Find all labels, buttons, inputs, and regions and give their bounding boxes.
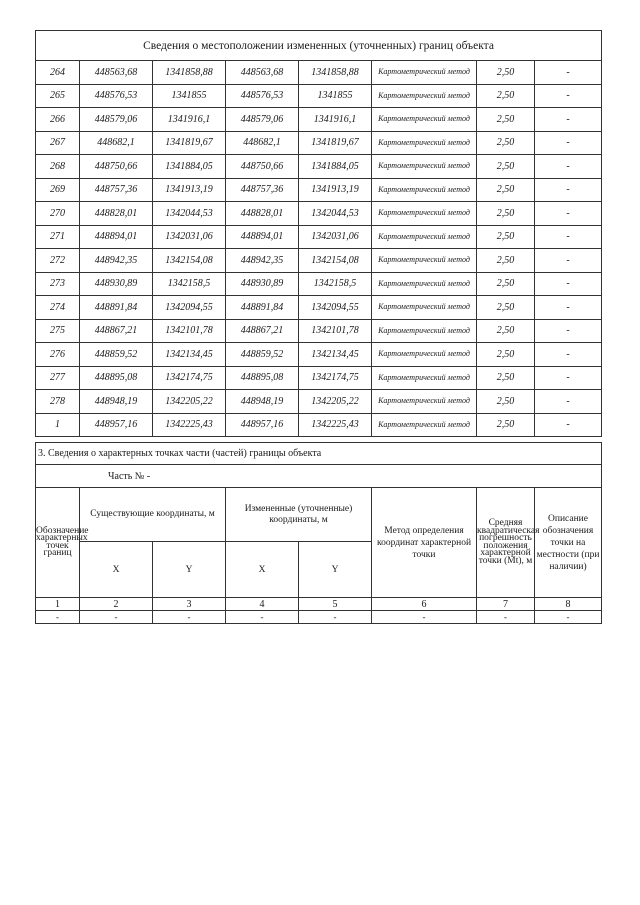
existing-y-cell: 1341858,88 [153,61,226,85]
description-cell: - [535,319,602,343]
header-changed-y: Y [299,542,372,598]
changed-y-cell: 1342158,5 [299,272,372,296]
method-cell: Картометрический метод [372,108,477,132]
point-number-cell: 267 [36,131,80,155]
existing-y-cell: 1341819,67 [153,131,226,155]
method-cell: Картометрический метод [372,249,477,273]
changed-y-cell: 1342225,43 [299,413,372,437]
point-number-cell: 275 [36,319,80,343]
point-number-cell: 271 [36,225,80,249]
description-cell: - [535,366,602,390]
changed-x-cell: 448828,01 [226,202,299,226]
header-existing-y: Y [153,542,226,598]
changed-x-cell: 448948,19 [226,390,299,414]
accuracy-cell: 2,50 [477,272,535,296]
method-cell: Картометрический метод [372,319,477,343]
accuracy-cell: 2,50 [477,202,535,226]
description-cell: - [535,390,602,414]
table-row [36,61,602,85]
existing-y-cell: 1341913,19 [153,178,226,202]
changed-y-cell: 1341884,05 [299,155,372,179]
boundary-coordinates-table [35,30,602,437]
existing-x-cell: 448576,53 [80,84,153,108]
column-number: 4 [226,598,299,611]
changed-y-cell: 1341916,1 [299,108,372,132]
header-description: Описание обозначения точки на местности (при наличии) [535,488,602,598]
existing-y-cell: 1341916,1 [153,108,226,132]
changed-y-cell: 1341855 [299,84,372,108]
column-number: 5 [299,598,372,611]
method-cell: Картометрический метод [372,131,477,155]
table-row [36,366,602,390]
method-cell: Картометрический метод [372,225,477,249]
point-number-cell: 278 [36,390,80,414]
accuracy-cell: 2,50 [477,155,535,179]
accuracy-cell: 2,50 [477,61,535,85]
existing-x-cell: 448948,19 [80,390,153,414]
method-cell: Картометрический метод [372,272,477,296]
table-row [36,296,602,320]
characteristic-points-table [35,442,602,624]
part-label: Часть № - [36,465,602,488]
existing-x-cell: 448757,36 [80,178,153,202]
description-cell: - [535,225,602,249]
changed-x-cell: 448867,21 [226,319,299,343]
column-number: 7 [477,598,535,611]
changed-y-cell: 1341913,19 [299,178,372,202]
description-cell: - [535,178,602,202]
accuracy-cell: 2,50 [477,390,535,414]
changed-y-cell: 1342101,78 [299,319,372,343]
description-cell: - [535,61,602,85]
method-cell: Картометрический метод [372,343,477,367]
accuracy-cell: 2,50 [477,84,535,108]
existing-x-cell: 448891,84 [80,296,153,320]
point-number-cell: 276 [36,343,80,367]
existing-y-cell: 1342205,22 [153,390,226,414]
existing-x-cell: 448579,06 [80,108,153,132]
existing-y-cell: 1341884,05 [153,155,226,179]
changed-y-cell: 1342044,53 [299,202,372,226]
method-cell: Картометрический метод [372,178,477,202]
column-number: 8 [535,598,602,611]
changed-y-cell: 1342134,45 [299,343,372,367]
method-cell: Картометрический метод [372,61,477,85]
changed-x-cell: 448579,06 [226,108,299,132]
changed-x-cell: 448750,66 [226,155,299,179]
method-cell: Картометрический метод [372,366,477,390]
point-number-cell: 274 [36,296,80,320]
existing-x-cell: 448750,66 [80,155,153,179]
existing-x-cell: 448894,01 [80,225,153,249]
accuracy-cell: 2,50 [477,131,535,155]
method-cell: Картометрический метод [372,390,477,414]
changed-y-cell: 1342154,08 [299,249,372,273]
changed-x-cell: 448576,53 [226,84,299,108]
existing-y-cell: 1342094,55 [153,296,226,320]
changed-y-cell: 1342174,75 [299,366,372,390]
method-cell: Картометрический метод [372,84,477,108]
existing-y-cell: 1342101,78 [153,319,226,343]
table-row [36,225,602,249]
existing-x-cell: 448895,08 [80,366,153,390]
existing-y-cell: 1342174,75 [153,366,226,390]
description-cell: - [535,84,602,108]
description-cell: - [535,413,602,437]
column-number-row [36,598,602,611]
table-row [36,343,602,367]
header-point-designation: Обозначение характерных точек границ [36,488,80,598]
table-title: Сведения о местоположении измененных (уточненных) границ объекта [36,31,602,61]
section-title: 3. Сведения о характерных точках части (частей) границы объекта [36,443,602,465]
header-existing-coords: Существующие координаты, м [80,488,226,542]
existing-x-cell: 448867,21 [80,319,153,343]
table-row [36,178,602,202]
empty-cell: - [80,611,153,624]
table-row [36,319,602,343]
empty-cell: - [372,611,477,624]
point-number-cell: 277 [36,366,80,390]
table-row [36,108,602,132]
existing-x-cell: 448930,89 [80,272,153,296]
existing-y-cell: 1342154,08 [153,249,226,273]
changed-x-cell: 448942,35 [226,249,299,273]
empty-data-row [36,611,602,624]
description-cell: - [535,272,602,296]
existing-x-cell: 448828,01 [80,202,153,226]
column-number: 3 [153,598,226,611]
existing-y-cell: 1342031,06 [153,225,226,249]
description-cell: - [535,155,602,179]
changed-x-cell: 448891,84 [226,296,299,320]
table-row [36,249,602,273]
column-number: 2 [80,598,153,611]
description-cell: - [535,249,602,273]
existing-y-cell: 1342134,45 [153,343,226,367]
accuracy-cell: 2,50 [477,296,535,320]
existing-x-cell: 448563,68 [80,61,153,85]
existing-y-cell: 1341855 [153,84,226,108]
header-existing-x: X [80,542,153,598]
table-row [36,155,602,179]
point-number-cell: 264 [36,61,80,85]
header-accuracy: Средняя квадратическая погрешность положения характерной точки (Mt), м [477,488,535,598]
point-number-cell: 268 [36,155,80,179]
changed-y-cell: 1342031,06 [299,225,372,249]
accuracy-cell: 2,50 [477,343,535,367]
accuracy-cell: 2,50 [477,108,535,132]
existing-x-cell: 448859,52 [80,343,153,367]
table-row [36,202,602,226]
existing-y-cell: 1342225,43 [153,413,226,437]
accuracy-cell: 2,50 [477,366,535,390]
changed-x-cell: 448930,89 [226,272,299,296]
description-cell: - [535,296,602,320]
header-changed-coords: Измененные (уточненные) координаты, м [226,488,372,542]
point-number-cell: 269 [36,178,80,202]
method-cell: Картометрический метод [372,155,477,179]
point-number-cell: 270 [36,202,80,226]
point-number-cell: 1 [36,413,80,437]
column-number: 6 [372,598,477,611]
empty-cell: - [153,611,226,624]
description-cell: - [535,343,602,367]
changed-x-cell: 448957,16 [226,413,299,437]
description-cell: - [535,202,602,226]
column-number: 1 [36,598,80,611]
table-row [36,390,602,414]
accuracy-cell: 2,50 [477,319,535,343]
empty-cell: - [299,611,372,624]
description-cell: - [535,131,602,155]
description-cell: - [535,108,602,132]
point-number-cell: 265 [36,84,80,108]
changed-x-cell: 448859,52 [226,343,299,367]
existing-x-cell: 448957,16 [80,413,153,437]
changed-x-cell: 448757,36 [226,178,299,202]
empty-cell: - [226,611,299,624]
existing-x-cell: 448682,1 [80,131,153,155]
header-changed-x: X [226,542,299,598]
existing-y-cell: 1342044,53 [153,202,226,226]
changed-y-cell: 1341819,67 [299,131,372,155]
point-number-cell: 273 [36,272,80,296]
existing-x-cell: 448942,35 [80,249,153,273]
existing-y-cell: 1342158,5 [153,272,226,296]
changed-x-cell: 448563,68 [226,61,299,85]
method-cell: Картометрический метод [372,296,477,320]
point-number-cell: 266 [36,108,80,132]
table-row [36,131,602,155]
table-row [36,272,602,296]
changed-y-cell: 1342094,55 [299,296,372,320]
empty-cell: - [36,611,80,624]
table-row [36,84,602,108]
table-row [36,413,602,437]
changed-y-cell: 1341858,88 [299,61,372,85]
changed-x-cell: 448895,08 [226,366,299,390]
accuracy-cell: 2,50 [477,413,535,437]
changed-x-cell: 448894,01 [226,225,299,249]
accuracy-cell: 2,50 [477,249,535,273]
method-cell: Картометрический метод [372,413,477,437]
changed-x-cell: 448682,1 [226,131,299,155]
accuracy-cell: 2,50 [477,178,535,202]
accuracy-cell: 2,50 [477,225,535,249]
changed-y-cell: 1342205,22 [299,390,372,414]
point-number-cell: 272 [36,249,80,273]
method-cell: Картометрический метод [372,202,477,226]
empty-cell: - [477,611,535,624]
header-method: Метод определения координат характерной точки [372,488,477,598]
empty-cell: - [535,611,602,624]
